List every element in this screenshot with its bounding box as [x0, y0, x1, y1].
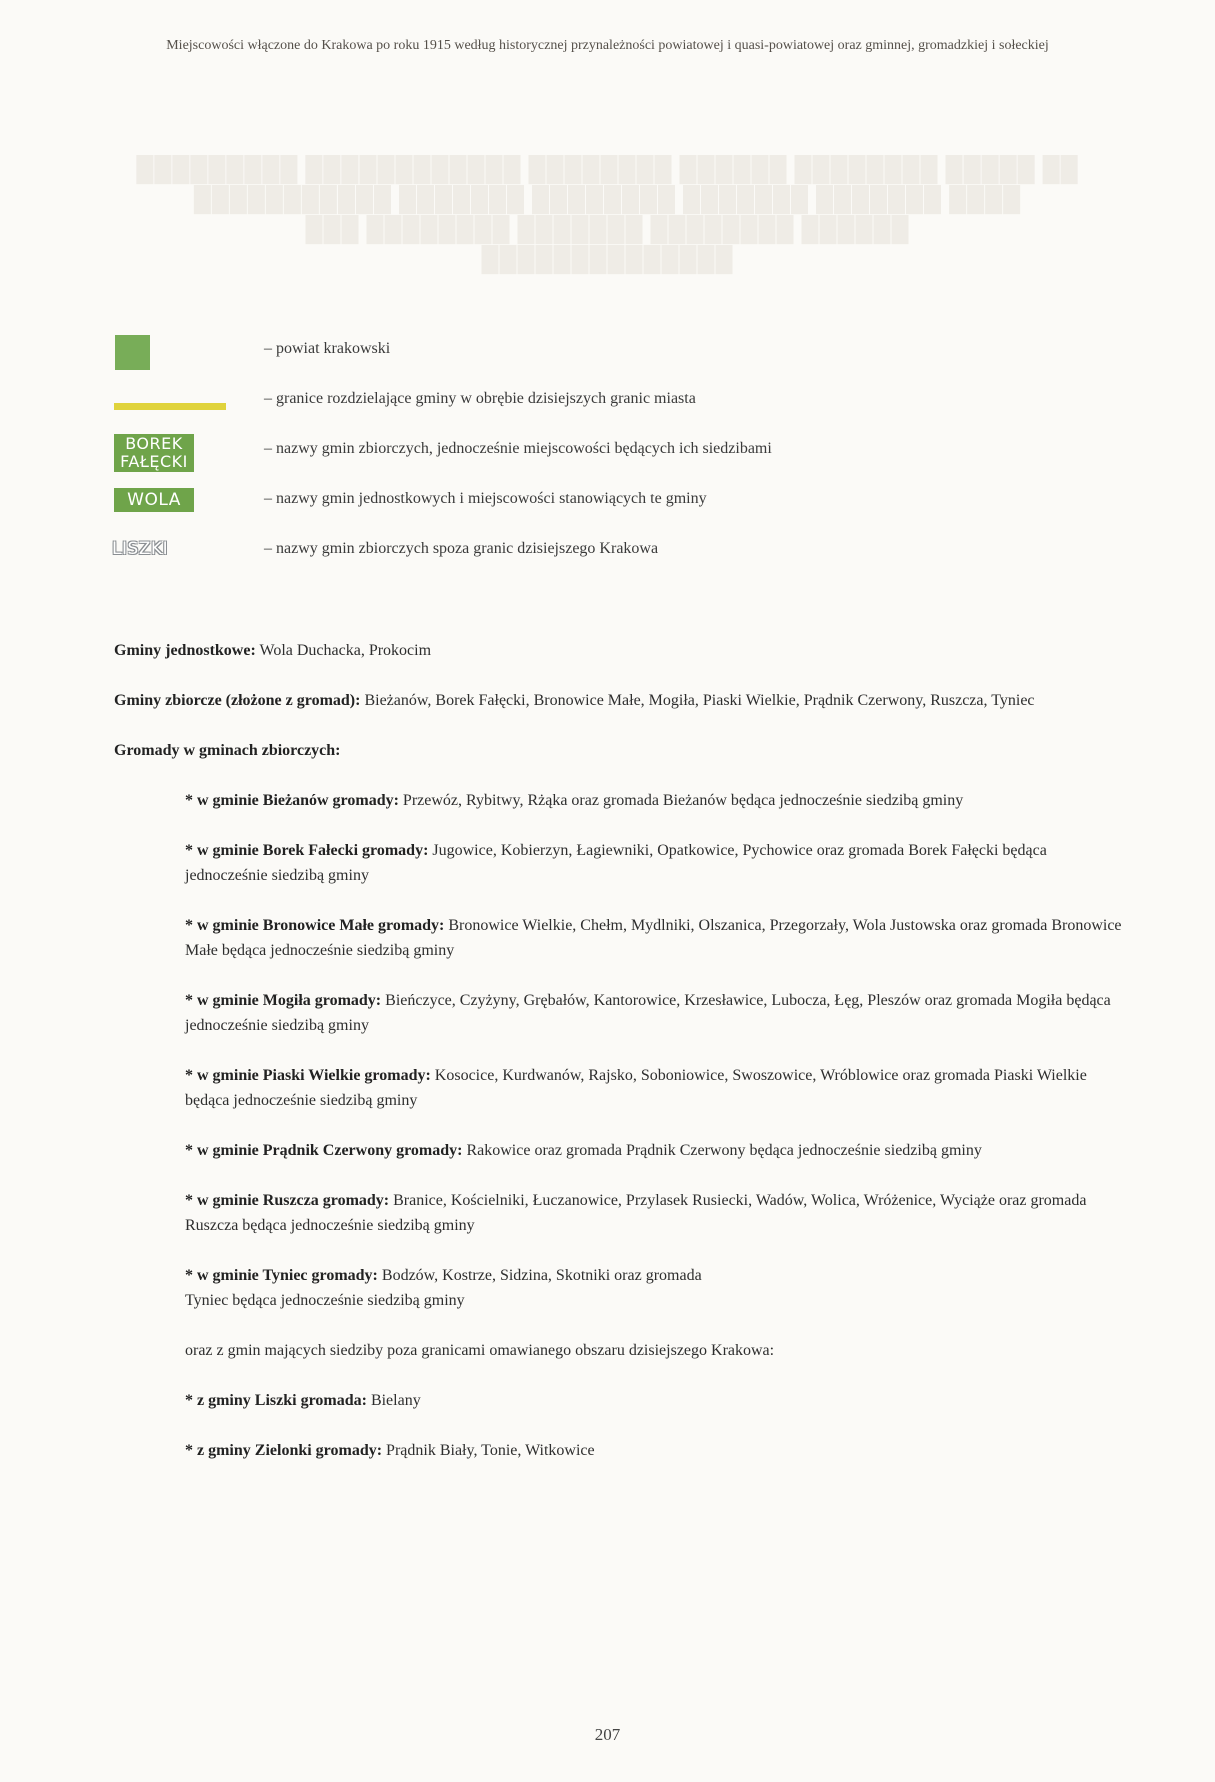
value: Kosocice, Kurdwanów, Rajsko, Soboniowice, Swoszowice, Wróblowice oraz gromada Piaski Wielkie będąca jednocześnie siedzibą gminy — [185, 1067, 1087, 1109]
legend-row-granice — [114, 388, 1114, 438]
legend-row-powiat — [114, 338, 1114, 388]
value: Wola Duchacka, Prokocim — [255, 642, 432, 659]
gromady-heading — [114, 738, 1124, 763]
label: * w gminie Bronowice Małe gromady: — [185, 917, 445, 934]
outside-item — [185, 1388, 1124, 1413]
legend-row-gminy-zbiorcze — [114, 434, 1114, 488]
label: * w gminie Prądnik Czerwony gromady: — [185, 1142, 463, 1159]
value: Przewóz, Rybitwy, Rżąka oraz gromada Bieżanów będąca jednocześnie siedzibą gminy — [398, 792, 964, 809]
label: * w gminie Mogiła gromady: — [185, 992, 382, 1009]
legend-text: – powiat krakowski — [264, 340, 391, 357]
value: Bieńczyce, Czyżyny, Grębałów, Kantorowice, Krzesławice, Lubocza, Łęg, Pleszów oraz gromada Mogiła będąca jednocześnie siedzibą gminy — [185, 992, 1111, 1034]
label: Gromady w gminach zbiorczych: — [114, 742, 341, 759]
value: Bielany — [366, 1392, 421, 1409]
value: Bodzów, Kostrze, Sidzina, Skotniki oraz gromada — [377, 1267, 702, 1284]
legend — [114, 338, 1114, 588]
liszki-label-symbol: LISZKI — [112, 539, 169, 559]
wola-label-symbol: WOLA — [114, 488, 194, 512]
label: * z gminy Zielonki gromady: — [185, 1442, 383, 1459]
gminy-zbiorcze — [114, 688, 1124, 713]
gromady-item — [185, 788, 1124, 813]
gromady-item — [185, 1138, 1124, 1163]
label: * w gminie Ruszcza gromady: — [185, 1192, 390, 1209]
label: * w gminie Piaski Wielkie gromady: — [185, 1067, 431, 1084]
powiat-swatch — [115, 335, 150, 370]
bleed-through-background: █████████ ████████████ ████████ ██████ ████████ █████ ██ ███████████ ███████ ████████ ███████ ███████ ████ ███ ████████ ███████ ████████ ██████ ██████████████ — [136, 157, 1079, 273]
value: Bieżanów, Borek Fałęcki, Bronowice Małe, Mogiła, Piaski Wielkie, Prądnik Czerwony, Ruszcza, Tyniec — [360, 692, 1035, 709]
gromady-item — [185, 988, 1124, 1038]
gminy-jednostkowe — [114, 638, 1124, 663]
page-number: 207 — [594, 1725, 621, 1744]
outside-intro: oraz z gmin mających siedziby poza granicami omawianego obszaru dzisiejszego Krakowa: — [185, 1342, 775, 1359]
label: * w gminie Tyniec gromady: — [185, 1267, 378, 1284]
value: Prądnik Biały, Tonie, Witkowice — [382, 1442, 595, 1459]
legend-text: – granice rozdzielające gminy w obrębie dzisiejszych granic miasta — [264, 390, 696, 407]
value-continued: Tyniec będąca jednocześnie siedzibą gminy — [185, 1292, 465, 1309]
label: * w gminie Bieżanów gromady: — [185, 792, 399, 809]
legend-text: – nazwy gmin zbiorczych, jednocześnie miejscowości będących ich siedzibami — [264, 440, 772, 457]
boundary-line-swatch — [114, 403, 226, 410]
value: Rakowice oraz gromada Prądnik Czerwony będąca jednocześnie siedzibą gminy — [462, 1142, 982, 1159]
legend-row-gminy-jednostkowe — [114, 488, 1114, 538]
outside-item — [185, 1438, 1124, 1463]
gromady-item — [185, 1188, 1124, 1238]
legend-text: – nazwy gmin zbiorczych spoza granic dzisiejszego Krakowa — [264, 540, 659, 557]
gromady-item — [185, 1263, 1124, 1313]
running-header: Miejscowości włączone do Krakowa po roku 1915 według historycznej przynależności powiatowej i quasi-powiatowej oraz gminnej, gromadzkiej i sołeckiej — [166, 38, 1049, 53]
value: Bronowice Wielkie, Chełm, Mydlniki, Olszanica, Przegorzały, Wola Justowska oraz gromada Bronowice Małe będąca jednocześnie siedzibą gminy — [185, 917, 1122, 959]
label: * w gminie Borek Fałecki gromady: — [185, 842, 429, 859]
symbol-line-1: BOREK — [125, 434, 183, 453]
label: Gminy jednostkowe: — [114, 642, 256, 659]
legend-text: – nazwy gmin jednostkowych i miejscowości stanowiących te gminy — [264, 490, 707, 507]
symbol-line-2: FAŁĘCKI — [120, 452, 188, 471]
value: Jugowice, Kobierzyn, Łagiewniki, Opatkowice, Pychowice oraz gromada Borek Fałęcki będąca jednocześnie siedzibą gminy — [185, 842, 1047, 884]
label: Gminy zbiorcze (złożone z gromad): — [114, 692, 361, 709]
gromady-item — [185, 838, 1124, 888]
borek-falecki-label-symbol — [114, 434, 194, 472]
main-text — [114, 638, 1124, 1488]
value: Branice, Kościelniki, Łuczanowice, Przylasek Rusiecki, Wadów, Wolica, Wróżenice, Wyciąże oraz gromada Ruszcza będąca jednocześnie siedzibą gminy — [185, 1192, 1087, 1234]
legend-row-spoza-krakowa — [114, 538, 1114, 588]
gromady-item — [185, 1063, 1124, 1113]
label: * z gminy Liszki gromada: — [185, 1392, 367, 1409]
gromady-item — [185, 913, 1124, 963]
